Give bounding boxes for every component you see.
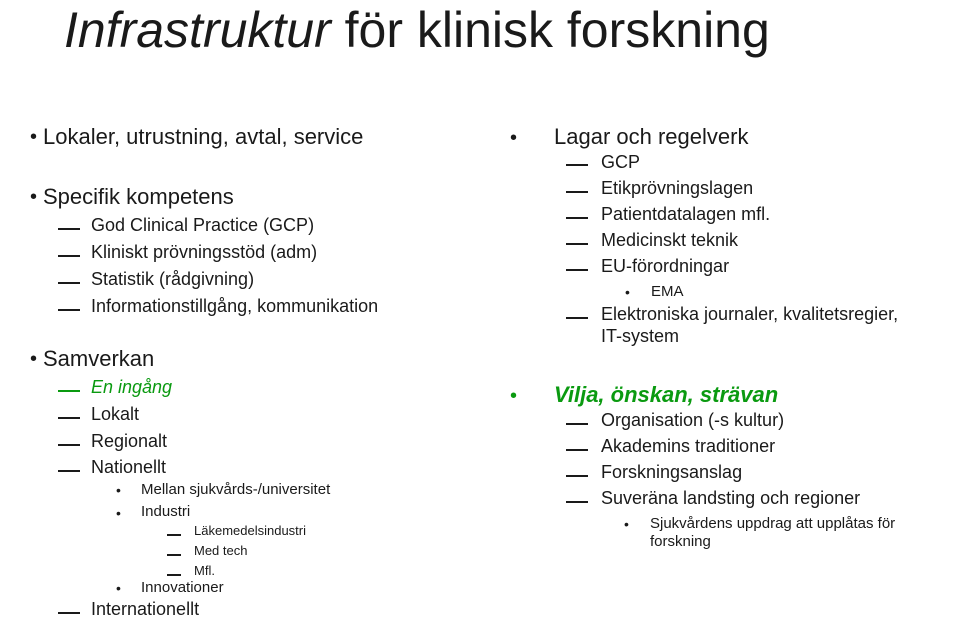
nationellt-item: Industri — [141, 503, 191, 520]
dash-marker — [566, 317, 588, 319]
lagar-item-journaler-cont: IT-system — [601, 326, 680, 346]
dash-marker — [566, 164, 588, 166]
dash-marker — [566, 449, 588, 451]
nationellt-item-innovationer: Innovationer — [141, 579, 224, 596]
lagar-item: Etikprövningslagen — [601, 178, 754, 198]
bullet-dot: • — [625, 284, 630, 300]
dash-marker — [58, 282, 80, 284]
kompetens-item: Kliniskt prövningsstöd (adm) — [91, 242, 318, 262]
nationellt-item: Mellan sjukvårds-/universitet — [141, 481, 331, 498]
vilja-item: Suveräna landsting och regioner — [601, 488, 861, 508]
samverkan-item: Lokalt — [91, 404, 140, 424]
lagar-item: EU-förordningar — [601, 256, 730, 276]
dash-marker — [167, 574, 181, 576]
eu-item-ema: EMA — [651, 283, 684, 300]
industri-item: Mfl. — [194, 563, 215, 578]
dash-marker — [167, 534, 181, 536]
bullet-dot: • — [116, 580, 121, 596]
slide-title — [64, 0, 770, 60]
regioner-item-cont: forskning — [650, 533, 711, 550]
kompetens-item: Informationstillgång, kommunikation — [91, 296, 379, 316]
right-bullet-vilja: Vilja, önskan, strävan — [554, 382, 779, 407]
right-bullet-lagar: Lagar och regelverk — [554, 124, 749, 149]
dash-marker — [566, 217, 588, 219]
industri-item: Med tech — [194, 543, 248, 558]
title-italic: Infrastruktur — [64, 2, 331, 58]
dash-marker — [58, 309, 80, 311]
left-bullet-kompetens: Specifik kompetens — [43, 184, 234, 209]
title-rest: för klinisk forskning — [330, 2, 770, 58]
kompetens-item: God Clinical Practice (GCP) — [91, 215, 315, 235]
lagar-item: Patientdatalagen mfl. — [601, 204, 771, 224]
bullet-dot: • — [30, 186, 38, 208]
dash-marker — [566, 423, 588, 425]
bullet-dot: • — [30, 348, 38, 370]
dash-marker — [58, 444, 80, 446]
bullet-dot: • — [624, 516, 629, 532]
left-bullet-samverkan: Samverkan — [43, 346, 155, 371]
dash-marker — [58, 255, 80, 257]
bullet-dot: • — [30, 126, 38, 148]
dash-marker — [58, 612, 80, 614]
samverkan-item: Nationellt — [91, 457, 167, 477]
vilja-item: Akademins traditioner — [601, 436, 776, 456]
dash-marker — [58, 228, 80, 230]
industri-item: Läkemedelsindustri — [194, 523, 307, 538]
bullet-dot: • — [510, 127, 518, 149]
bullet-dot: • — [116, 482, 121, 498]
samverkan-item-en-ingang: En ingång — [91, 377, 173, 397]
bullet-dot: • — [116, 505, 121, 521]
dash-marker — [167, 554, 181, 556]
dash-marker — [566, 269, 588, 271]
left-bullet-lokaler: Lokaler, utrustning, avtal, service — [43, 124, 364, 149]
vilja-item: Forskningsanslag — [601, 462, 743, 482]
dash-marker — [58, 417, 80, 419]
dash-marker — [58, 470, 80, 472]
samverkan-item-internationellt: Internationellt — [91, 599, 200, 619]
lagar-item: Medicinskt teknik — [601, 230, 739, 250]
samverkan-item: Regionalt — [91, 431, 168, 451]
dash-marker — [566, 475, 588, 477]
regioner-item: Sjukvårdens uppdrag att upplåtas för — [650, 515, 896, 532]
dash-marker — [566, 243, 588, 245]
lagar-item: GCP — [601, 152, 641, 172]
lagar-item-journaler: Elektroniska journaler, kvalitetsregier, — [601, 304, 899, 324]
vilja-item: Organisation (-s kultur) — [601, 410, 785, 430]
dash-marker — [566, 191, 588, 193]
bullet-dot-green: • — [510, 385, 518, 407]
dash-marker — [566, 501, 588, 503]
kompetens-item: Statistik (rådgivning) — [91, 269, 255, 289]
dash-marker-green — [58, 390, 80, 392]
